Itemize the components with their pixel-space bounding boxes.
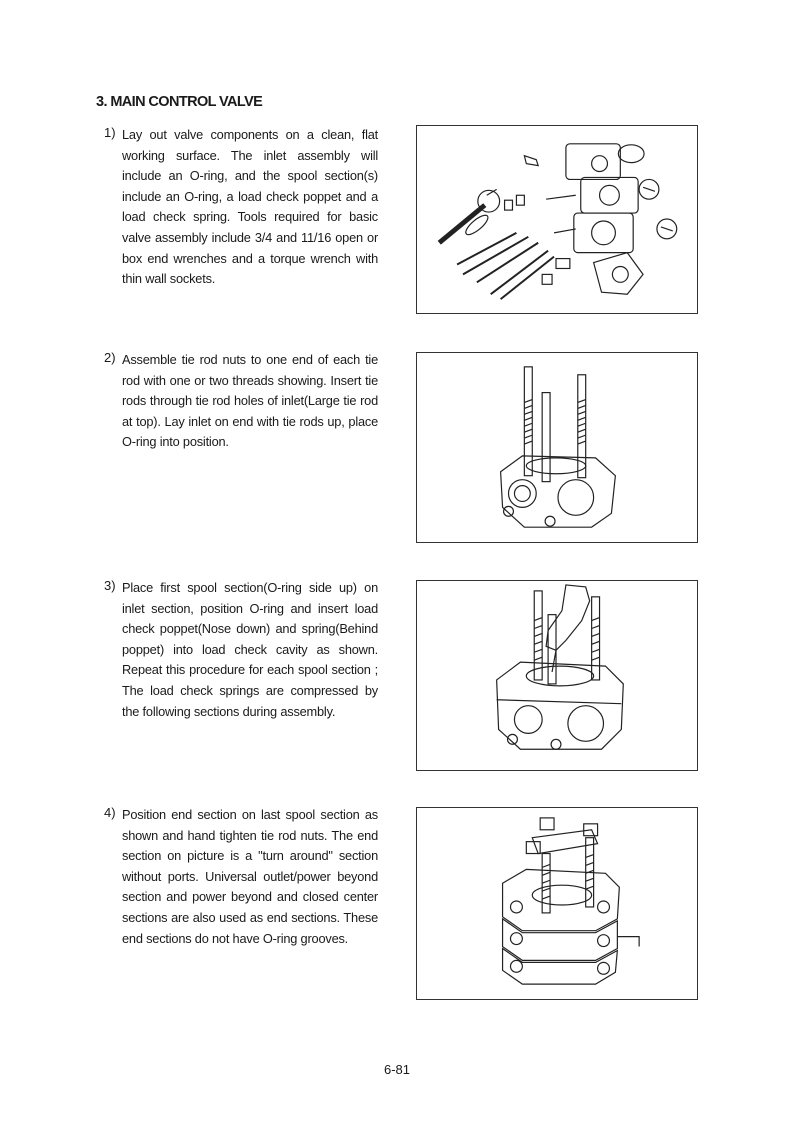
figure-end-section	[416, 807, 698, 1000]
figure-spool-section	[416, 580, 698, 771]
step-number: 2)	[104, 350, 116, 365]
figure-inlet-tie-rods	[416, 352, 698, 543]
step-number: 1)	[104, 125, 116, 140]
step-4	[104, 805, 378, 971]
step-number: 4)	[104, 805, 116, 820]
step-2	[104, 350, 378, 474]
step-text: Lay out valve components on a clean, flat working surface. The inlet assembly will include an O-ring, and the spool section(s) include an O-ring, a load check poppet and a load check spring. Tools required for basic valve assembly include 3/4 and 11/16 open or box end wrenches and a torque wrench with thin wall sockets.	[122, 127, 378, 287]
figure-valve-components	[416, 125, 698, 314]
step-text: Position end section on last spool section as shown and hand tighten tie rod nuts. The end section on picture is a "turn around" section without ports. Universal outlet/power beyond section and power beyond and closed center sections are also used as end sections. These end sections do not have O-ring grooves.	[122, 807, 378, 946]
end-section-assembly-icon	[417, 808, 697, 999]
step-number: 3)	[104, 578, 116, 593]
step-text: Place first spool section(O-ring side up) on inlet section, position O-ring and insert load check poppet(Nose down) and spring(Behind poppet) into load check cavity as shown. Repeat this procedure for each spool section ; The load check springs are compressed by the following sections during assembly.	[122, 580, 378, 719]
step-text: Assemble tie rod nuts to one end of each tie rod with one or two threads showing. Insert tie rods through tie rod holes of inlet(Large tie rod at top). Lay inlet on end with tie rods up, place O-ring into position.	[122, 352, 378, 450]
step-1	[104, 125, 378, 285]
page-number: 6-81	[383, 1062, 411, 1077]
inlet-with-tie-rods-icon	[417, 353, 697, 542]
valve-components-layout-icon	[417, 126, 697, 313]
step-3	[104, 578, 378, 744]
section-heading: 3. MAIN CONTROL VALVE	[96, 94, 263, 110]
spool-section-insertion-icon	[417, 581, 697, 770]
